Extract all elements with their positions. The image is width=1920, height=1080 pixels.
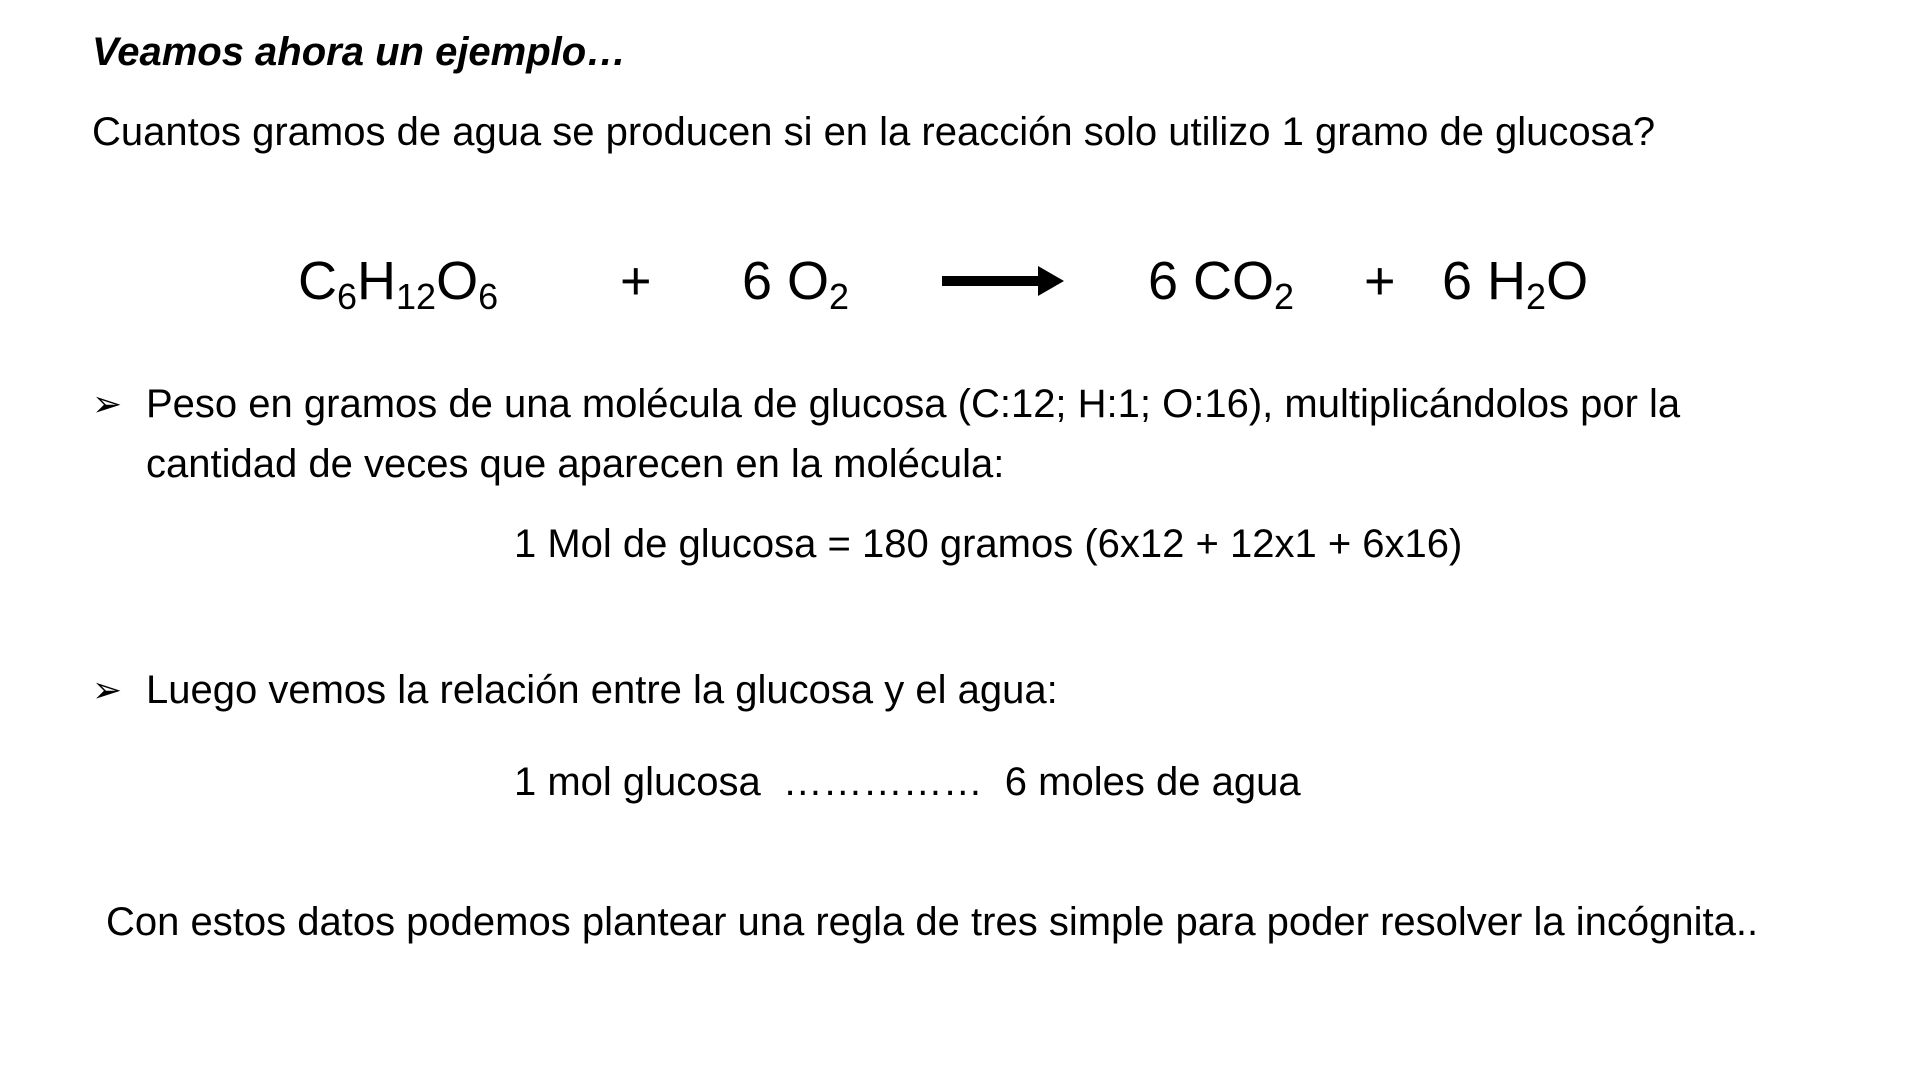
plus-sign-reactants: + — [620, 251, 652, 311]
bullet-molecular-weight: Peso en gramos de una molécula de glucosa (C:12; H:1; O:16), multiplicándolos por la cantidad de veces que aparecen en la molécula: — [146, 382, 1681, 486]
subscript-c: 6 — [337, 276, 358, 317]
element-c: C — [298, 251, 337, 311]
co2-coefficient: 6 CO — [1148, 251, 1275, 311]
ratio-left: 1 mol glucosa — [514, 760, 761, 804]
question-text: Cuantos gramos de agua se producen si en la reacción solo utilizo 1 gramo de glucosa? — [92, 110, 1656, 154]
element-o: O — [436, 251, 479, 311]
formula-glucose — [298, 246, 498, 316]
conclusion-text: Con estos datos podemos plantear una regla de tres simple para poder resolver la incógnita.. — [106, 900, 1759, 944]
ratio-right: 6 moles de agua — [1004, 760, 1301, 804]
bullet-arrow-icon: ➢ — [92, 383, 123, 424]
water-oxygen: O — [1546, 251, 1589, 311]
water-subscript: 2 — [1526, 276, 1547, 317]
oxygen-subscript: 2 — [829, 276, 850, 317]
co2-subscript: 2 — [1274, 276, 1295, 317]
bullet-relation: Luego vemos la relación entre la glucosa y el agua: — [146, 668, 1058, 712]
reaction-arrow-icon — [942, 264, 1064, 298]
slide-title: Veamos ahora un ejemplo… — [92, 30, 627, 74]
molar-mass-line: 1 Mol de glucosa = 180 gramos (6x12 + 12x1 + 6x16) — [514, 522, 1463, 566]
water-coefficient: 6 H — [1442, 251, 1527, 311]
formula-co2 — [1148, 246, 1294, 316]
ratio-dots: …………… — [782, 760, 983, 804]
bullet-arrow-icon: ➢ — [92, 669, 123, 710]
plus-sign-products: + — [1364, 251, 1396, 311]
subscript-h: 12 — [396, 276, 437, 317]
element-h: H — [357, 251, 397, 311]
ratio-line — [514, 752, 1301, 812]
subscript-o: 6 — [478, 276, 499, 317]
formula-oxygen — [742, 246, 849, 316]
formula-water — [1442, 246, 1588, 316]
oxygen-coefficient: 6 O — [742, 251, 830, 311]
